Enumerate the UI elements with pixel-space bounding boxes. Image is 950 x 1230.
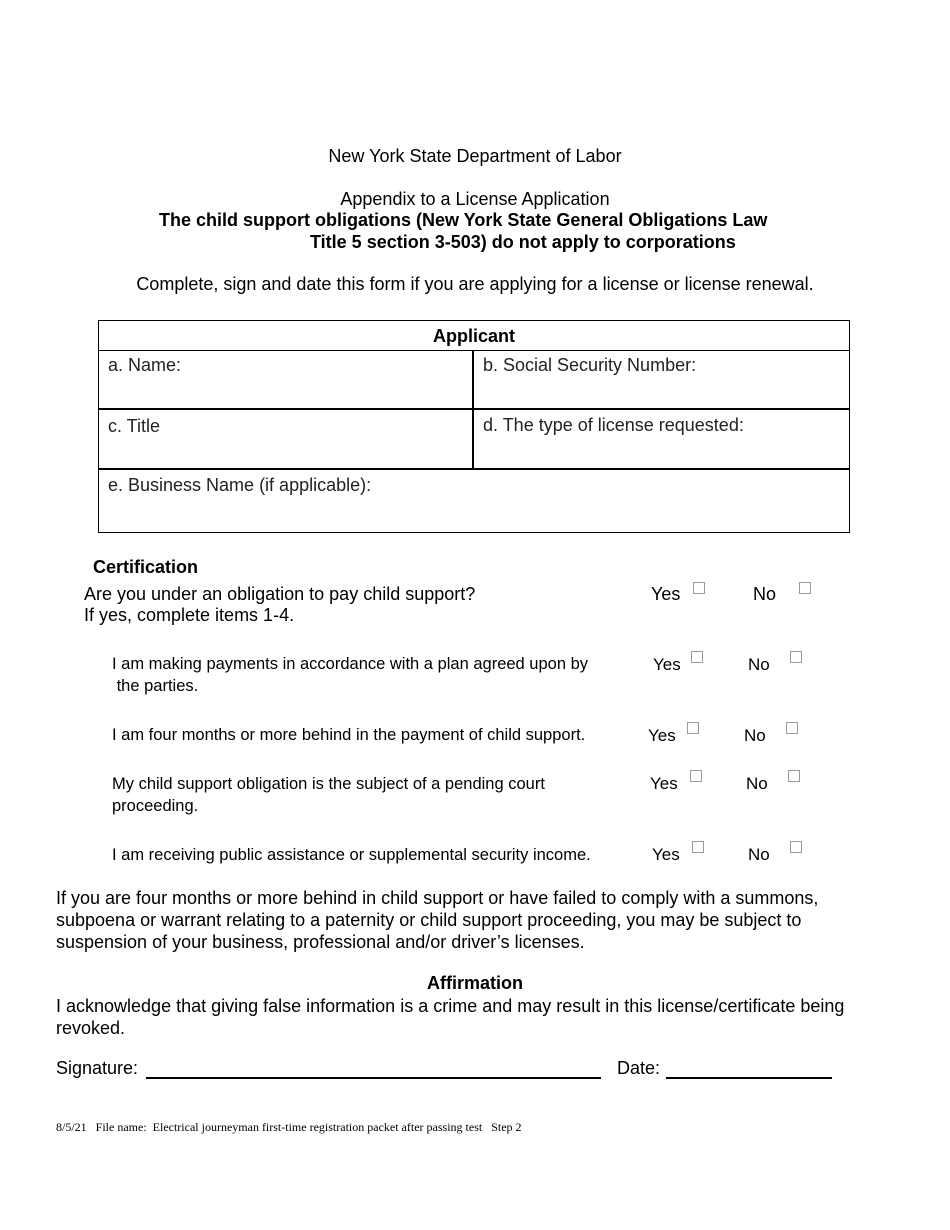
main-question-line-1: Are you under an obligation to pay child support? xyxy=(84,584,476,604)
footer-file-info: 8/5/21 File name: Electrical journeyman first-time registration packet after passing test Step 2 xyxy=(56,1120,522,1134)
item-3-line-2: proceeding. xyxy=(112,797,199,815)
instructions: Complete, sign and date this form if you are applying for a license or license renewal. xyxy=(136,274,814,294)
business-name-field[interactable]: e. Business Name (if applicable): xyxy=(108,475,372,495)
item-2-no-label: No xyxy=(744,726,766,745)
main-yes-checkbox[interactable] xyxy=(693,582,705,594)
applicant-heading: Applicant xyxy=(99,321,849,351)
item-1-yes-checkbox[interactable] xyxy=(691,651,703,663)
applicant-section xyxy=(98,320,850,533)
item-3-line-1: My child support obligation is the subject of a pending court xyxy=(112,775,545,793)
form-title-line-1: The child support obligations (New York State General Obligations Law xyxy=(159,210,768,230)
item-4-no-label: No xyxy=(748,845,770,864)
title-field[interactable]: c. Title xyxy=(108,416,161,436)
item-4-line-1: I am receiving public assistance or supplemental security income. xyxy=(112,846,591,864)
form-title-line-2: Title 5 section 3-503) do not apply to corporations xyxy=(310,232,736,252)
main-question-line-2: If yes, complete items 1-4. xyxy=(84,605,295,625)
item-2-no-checkbox[interactable] xyxy=(786,722,798,734)
item-2-yes-checkbox[interactable] xyxy=(687,722,699,734)
item-1-no-checkbox[interactable] xyxy=(790,651,802,663)
item-4-no-checkbox[interactable] xyxy=(790,841,802,853)
main-no-checkbox[interactable] xyxy=(799,582,811,594)
cell-divider-vertical xyxy=(472,351,474,468)
form-subtitle: Appendix to a License Application xyxy=(340,189,610,209)
date-label: Date: xyxy=(617,1058,661,1078)
item-1-yes-label: Yes xyxy=(653,655,681,674)
item-1-line-1: I am making payments in accordance with a plan agreed upon by xyxy=(112,655,589,673)
name-field[interactable]: a. Name: xyxy=(108,355,182,375)
main-yes-label: Yes xyxy=(651,584,681,604)
signature-line[interactable] xyxy=(146,1077,601,1079)
signature-label: Signature: xyxy=(56,1058,139,1078)
item-2-line-1: I am four months or more behind in the payment of child support. xyxy=(112,726,586,744)
affirmation-text: I acknowledge that giving false information is a crime and may result in this license/certificate being revoked. xyxy=(56,996,845,1038)
license-type-field[interactable]: d. The type of license requested: xyxy=(483,415,744,435)
item-3-yes-checkbox[interactable] xyxy=(690,770,702,782)
row-divider-1 xyxy=(99,408,849,410)
agency-name: New York State Department of Labor xyxy=(328,146,622,166)
item-3-no-checkbox[interactable] xyxy=(788,770,800,782)
item-2-yes-label: Yes xyxy=(648,726,676,745)
certification-heading: Certification xyxy=(93,557,199,577)
item-4-yes-label: Yes xyxy=(652,845,680,864)
affirmation-heading: Affirmation xyxy=(427,973,523,993)
warning-paragraph: If you are four months or more behind in child support or have failed to comply with a summons, subpoena or warrant relating to a paternity or child support proceeding, you may be subject to suspension of your business, professional and/or driver’s licenses. xyxy=(56,888,819,952)
item-3-no-label: No xyxy=(746,774,768,793)
date-line[interactable] xyxy=(666,1077,832,1079)
item-1-no-label: No xyxy=(748,655,770,674)
item-1-line-2: the parties. xyxy=(112,677,199,695)
main-no-label: No xyxy=(753,584,777,604)
item-4-yes-checkbox[interactable] xyxy=(692,841,704,853)
ssn-field[interactable]: b. Social Security Number: xyxy=(483,355,697,375)
item-3-yes-label: Yes xyxy=(650,774,678,793)
row-divider-2 xyxy=(99,468,849,470)
